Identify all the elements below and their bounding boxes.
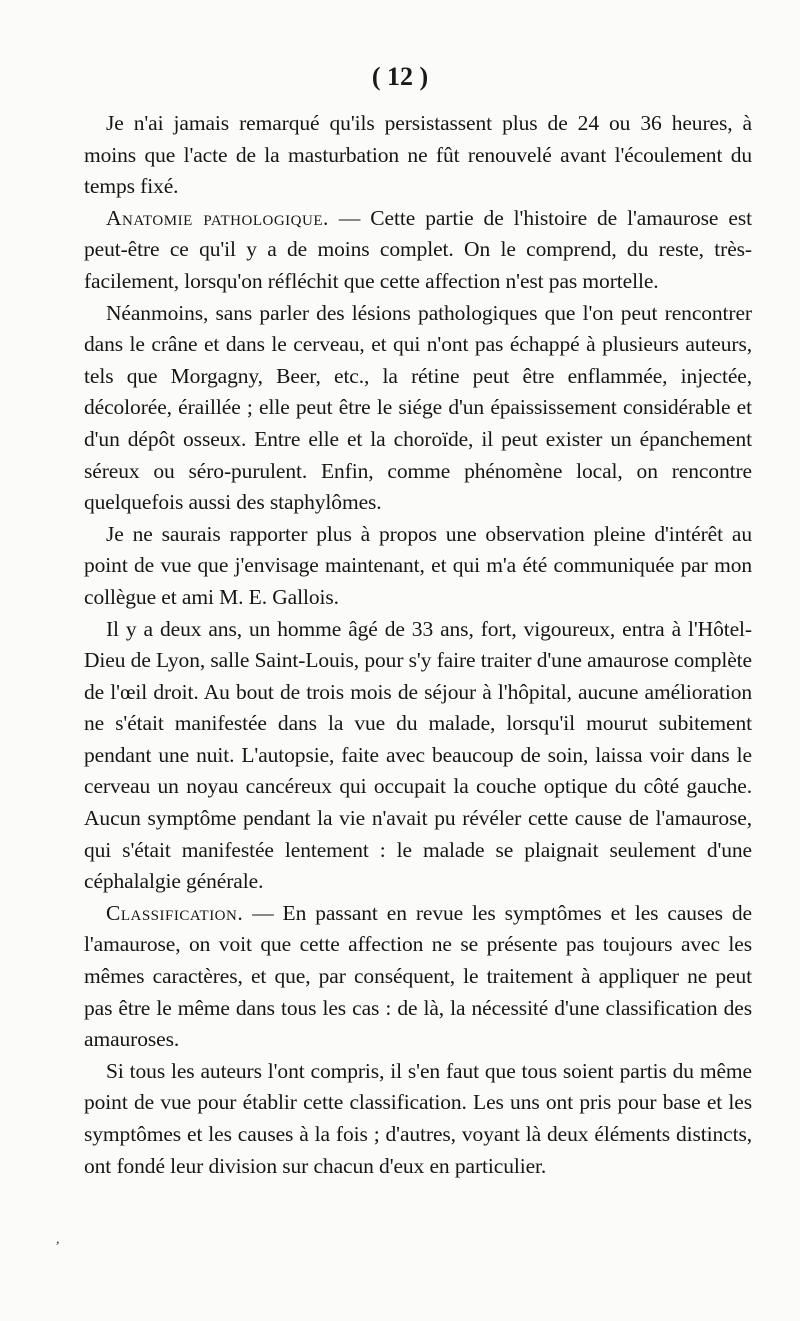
paragraph-5: Il y a deux ans, un homme âgé de 33 ans, fort, vigoureux, entra à l'Hôtel-Dieu de Lyon, salle Saint-Louis, pour s'y faire traiter d'une amaurose complète de l'œil droit. Au bout de trois mois de séjour à l'hôpital, aucune amélioration ne s'était manifestée dans la vue du malade, lorsqu'il mourut subitement pendant une nuit. L'autopsie, faite avec beaucoup de soin, laissa voir dans le cerveau un noyau cancéreux qui occupait la couche optique du côté gauche. Aucun symptôme pendant la vie n'avait pu révéler cette cause de l'amaurose, qui s'était manifestée lentement : le malade se plaignait seulement d'une céphalalgie générale.: [84, 616, 752, 894]
margin-speck: ,: [56, 1232, 60, 1247]
paragraph-4: Je ne saurais rapporter plus à propos une observation pleine d'intérêt au point de vue que j'envisage maintenant, et qui m'a été communiquée par mon collègue et ami M. E. Gallois.: [84, 521, 752, 609]
section-heading-anatomie: Anatomie pathologique.: [106, 205, 329, 230]
paragraph-2: Anatomie pathologique. — Cette partie de l'histoire de l'amaurose est peut-être ce qu'il y a de moins complet. On le comprend, du reste, très-facilement, lorsqu'on réfléchit que cette affection n'est pas mortelle.: [84, 205, 752, 293]
paragraph-6: Classification. — En passant en revue les symptômes et les causes de l'amaurose, on voit que cette affection ne se présente pas toujours avec les mêmes caractères, et que, par conséquent, le traitement à appliquer ne peut pas être le même dans tous les cas : de là, la nécessité d'une classification des amauroses.: [84, 900, 752, 1052]
paragraph-7: Si tous les auteurs l'ont compris, il s'en faut que tous soient partis du même point de vue pour établir cette classification. Les uns ont pris pour base et les symptômes et les causes à la fois ; d'autres, voyant là deux éléments distincts, ont fondé leur division sur chacun d'eux en particulier.: [84, 1058, 752, 1178]
section-heading-classification: Classification.: [106, 900, 244, 925]
paragraph-3: Néanmoins, sans parler des lésions pathologiques que l'on peut rencontrer dans le crâne et dans le cerveau, et qui n'ont pas échappé à plusieurs auteurs, tels que Morgagny, Beer, etc., la rétine peut être enflammée, injectée, décolorée, éraillée ; elle peut être le siége d'un épaississement considérable et d'un dépôt osseux. Entre elle et la choroïde, il peut exister un épanchement séreux ou séro-purulent. Enfin, comme phénomène local, on rencontre quelquefois aussi des staphylômes.: [84, 300, 752, 515]
body-text: [84, 108, 752, 1182]
page-number: ( 12 ): [371, 62, 429, 91]
paragraph-1: Je n'ai jamais remarqué qu'ils persistassent plus de 24 ou 36 heures, à moins que l'acte de la masturbation ne fût renouvelé avant l'écoulement du temps fixé.: [84, 111, 752, 199]
